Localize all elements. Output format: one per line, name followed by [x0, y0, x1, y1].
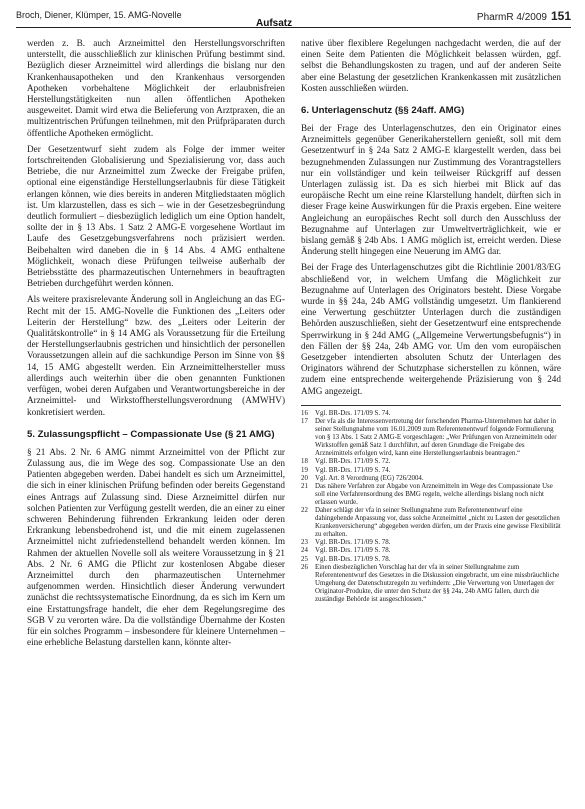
footnote-item: [301, 458, 561, 466]
journal-issue: PharmR 4/2009: [476, 12, 547, 23]
footnote-text: Vgl. BR-Drs. 171/09 S. 74.: [315, 409, 391, 417]
footnote-item: [301, 418, 561, 458]
footnote-item: [301, 556, 561, 564]
footnote-text: Daher schlägt der vfa in seiner Stellungnahme zum Referentenentwurf eine dahingehende Anpassung vor, dass solche Arzneimittel „nicht zu Lasten der gesetzlichen Krankenversicherung“ abgegeben werden dürfen, um der Praxis eine gewisse Flexibilität zu erhalten.: [315, 507, 561, 539]
footnote-text: Vgl. BR-Drs. 171/09 S. 74.: [315, 466, 391, 474]
footnote-number: 17: [301, 417, 308, 425]
paragraph: werden z. B. auch Arzneimittel den Herstellungsvorschriften unterstellt, die ausschließlich zur klinischen Prüfung bestimmt sind. Bezüglich dieser Arzneimittel wird allerdings die bislang nur den Krankenhausapotheken und den Krankenhaus versorgenden Apotheken vorbehaltene Möglichkeit der erlaubnisfreien Herstellungstätigkeiten nun allen öffentlichen Apotheken ausgeweitet. Damit wird etwa die Belieferung von Arztpraxen, die an multizentrischen Prüfungen teilnehmen, mit den Prüfpräparaten durch öffentliche Apotheken ermöglicht.: [27, 38, 285, 138]
page-number: 151: [550, 9, 571, 23]
footnote-number: 20: [301, 474, 308, 482]
footnote-item: [301, 564, 561, 604]
paragraph: Als weitere praxisrelevante Änderung soll in Angleichung an das EG-Recht mit der 15. AMG-Novelle die Funktionen des „Leiters oder Leiterin der Herstellung“ bzw. des „Leiters oder Leiterin der Qualitätskontrolle“ in § 14 AMG als Voraussetzung für die Erteilung der Herstellungserlaubnis gestrichen und hinsichtlich der personellen Voraussetzungen allein auf die sachkundige Person im Sinne von §§ 14, 15 AMG abgestellt werden. Ein Arzneimittelhersteller muss allerdings auch weiterhin über die oben genannten Funktionen verfügen, wobei deren Aufgaben und Verantwortungsbereiche in der Arzneimittel- und Wirkstoffherstellungsverordnung (AMWHV) konkretisiert werden.: [27, 294, 285, 417]
section-heading-5: 5. Zulassungspflicht – Compassionate Use (§ 21 AMG): [27, 428, 275, 440]
paragraph: § 21 Abs. 2 Nr. 6 AMG nimmt Arzneimittel von der Pflicht zur Zulassung aus, die im Wege des sog. Compassionate Use an den Patienten abgegeben werden. Dabei handelt es sich um Arzneimittel, die sich in einer klinischen Prüfung befinden oder bereits Gegenstand eines Antrags auf Zulassung sind. Diese Arzneimittel dürfen nur solchen Patienten zur Verfügung gestellt werden, die an einer zu einer schweren Behinderung führenden Erkrankung leiden oder deren Erkrankung lebensbedrohend ist, und die mit einem zugelassenen Arzneimittel nicht zufriedenstellend behandelt werden können. Im Rahmen der aktuellen Novelle soll als weitere Voraussetzung in § 21 Abs. 2 Nr. 6 AMG die Pflicht zur kostenlosen Abgabe dieser Arzneimittel durch den pharmazeutischen Unternehmer aufgenommen werden. Hinsichtlich dieser Änderung verwundert zunächst die rechtssystematische Einordnung, da es sich im Kern um eine Erstattungsfrage handelt, die eher dem Regelungsregime des SGB V zu verorten wäre. Da die vollständige Übernahme der Kosten für ein solches Programm – insbesondere für kleinere Unternehmen – eine erhebliche Belastung darstellen kann, könnte alter-: [27, 446, 285, 648]
section-label: Aufsatz: [256, 18, 293, 29]
footnote-text: Das nähere Verfahren zur Abgabe von Arzneimitteln im Wege des Compassionate Use soll eine Verfahrensordnung des BMG regeln, welche allerdings bislang noch nicht erlassen wurde.: [315, 482, 553, 506]
footnote-number: 26: [301, 563, 308, 571]
paragraph: Bei der Frage des Unterlagenschutzes, den ein Originator eines Arzneimittels gegenüber Generikaherstellern genießt, soll mit dem Gesetzentwurf in § 24a Satz 2 AMG-E klargestellt werden, dass bei bezugnehmenden Zulassungen nur Zustimmung des Vorantragstellers nur ein vollständiger und kein teilweiser Rückgriff auf dessen Unterlagen zulässig ist. Da es sich hierbei mit Blick auf das europäische Recht um eine reine Klarstellung handelt, dürften sich in dieser Frage keine Auswirkungen für die Praxis ergeben. Eine weitere Angleichung an europäisches Recht soll durch den Ausschluss der Bezugnahme auf Unterlagen zur Umweltverträglichkeit, wie er bislang gemäß § 24b Abs. 1 AMG möglich ist, erreicht werden. Diese Änderung stellt hingegen eine Neuerung im AMG dar.: [301, 123, 561, 257]
footnote-number: 16: [301, 409, 308, 417]
footnote-text: Vgl. BR-Drs. 171/09 S. 78.: [315, 547, 391, 555]
footnote-text: Einen diesbezüglichen Vorschlag hat der vfa in seiner Stellungnahme zum Referentenentwurf des Gesetzes in die Diskussion eingebracht, um eine missbräuchliche Umgehung der Datenschutzregeln zu verhindern: „Die Verwertung von Unterlagen der Originator-Produkte, die unter den Schutz der §§ 24a, 24b AMG fallen, durch die zuständige Behörde ist ausgeschlossen.“: [315, 563, 560, 604]
footnote-text: Vgl. BR-Drs. 171/09 S. 78.: [315, 555, 391, 563]
footnote-number: 19: [301, 466, 308, 474]
footnote-item: [301, 507, 561, 539]
footnote-item: [301, 547, 561, 555]
footnote-number: 23: [301, 539, 308, 547]
footnote-divider: [301, 405, 561, 406]
section-heading-6: 6. Unterlagenschutz (§§ 24aff. AMG): [301, 105, 465, 117]
right-column: [301, 38, 561, 604]
footnote-text: Der vfa als die Interessenvertretung der forschenden Pharma-Unternehmen hat daher in seiner Stellungnahme vom 16.01.2009 zum Referentenentwurf folgende Formulierung von § 13 Abs. 1 Satz 2 AMG-E vorgeschlagen: „Wer Prüfungen von Arzneimitteln oder Wirkstoffen gemäß Satz 1 durchführt, auf deren Grundlage die Freigabe des Arzneimittels erfolgen wird, kann eine Herstellungserlaubnis beantragen.“: [315, 417, 557, 458]
paragraph: Der Gesetzentwurf sieht zudem als Folge der immer weiter fortschreitenden Globalisierung und Spezialisierung vor, dass auch Betriebe, die nur Arzneimittel zum Zwecke der Freigabe prüfen, optional eine eigenständige Herstellungserlaubnis für diese Tätigkeit erlangen können, wie dies bereits in anderen Mitgliedstaaten möglich ist. Um klarzustellen, dass es sich – wie in der Gesetzesbegründung deutlich formuliert – diesbezüglich lediglich um eine Option handelt, sollte der in § 13 Abs. 1 Satz 2 AMG-E vorgesehene Wortlaut im Laufe des Gesetzgebungsverfahrens noch präzisiert werden. Beibehalten wird daneben die in § 14 Abs. 4 AMG enthaltene Möglichkeit, wonach diese Prüfungen teilweise außerhalb der Betriebsstätte des pharmazeutischen Unternehmers in beauftragten Betrieben durchgeführt werden können.: [27, 143, 285, 289]
footnote-number: 24: [301, 547, 308, 555]
footnote-item: [301, 410, 561, 418]
footnote-text: Vgl. BR-Drs. 171/09 S. 78.: [315, 539, 391, 547]
footnote-number: 18: [301, 458, 308, 466]
running-head-authors: Broch, Diener, Klümper, 15. AMG-Novelle: [16, 10, 182, 20]
journal-page-ref: [477, 9, 571, 23]
paragraph: native über flexiblere Regelungen nachgedacht werden, die auf der einen Seite dem Patienten die Möglichkeit belassen würden, ggf. selbst die Behandlungskosten zu tragen, und auf der anderen Seite aber eine Belastung der gesetzlichen Krankenkassen mit zusätzlichen Kosten ausschließen würden.: [301, 38, 561, 93]
paragraph: Bei der Frage des Unterlagenschutzes gibt die Richtlinie 2001/83/EG abschließend vor, in welchem Umfang die Möglichkeit zur Bezugnahme auf Unterlagen des Originators besteht. Diese Vorgabe wurde in §§ 24a, 24b AMG vollständig umgesetzt. Um flankierend eine Verwertung geschützter Unterlagen durch die zuständigen Behörden auszuschließen, sieht der Gesetzentwurf eine entsprechende Sperrwirkung in § 24d AMG („Allgemeine Verwertungsbefugnis“) in den Fällen der §§ 24a, 24b AMG vor. Um den vom europäischen Gesetzgeber intendierten absoluten Schutz der Unterlagen des Originators während der Schutzphase sicherstellen zu können, wäre zudem eine entsprechende weitergehende Präzisierung von § 24d AMG angezeigt.: [301, 262, 561, 396]
left-column: [27, 38, 285, 648]
footnotes: [301, 410, 561, 604]
footnote-text: Vgl. Art. 8 Verordnung (EG) 726/2004.: [315, 474, 424, 482]
footnote-text: Vgl. BR-Drs. 171/09 S. 72.: [315, 458, 391, 466]
footnote-item: [301, 475, 561, 483]
footnote-item: [301, 467, 561, 475]
footnote-number: 22: [301, 507, 308, 515]
footnote-item: [301, 539, 561, 547]
footnote-item: [301, 483, 561, 507]
running-header: [16, 5, 571, 28]
footnote-number: 25: [301, 555, 308, 563]
footnote-number: 21: [301, 482, 308, 490]
